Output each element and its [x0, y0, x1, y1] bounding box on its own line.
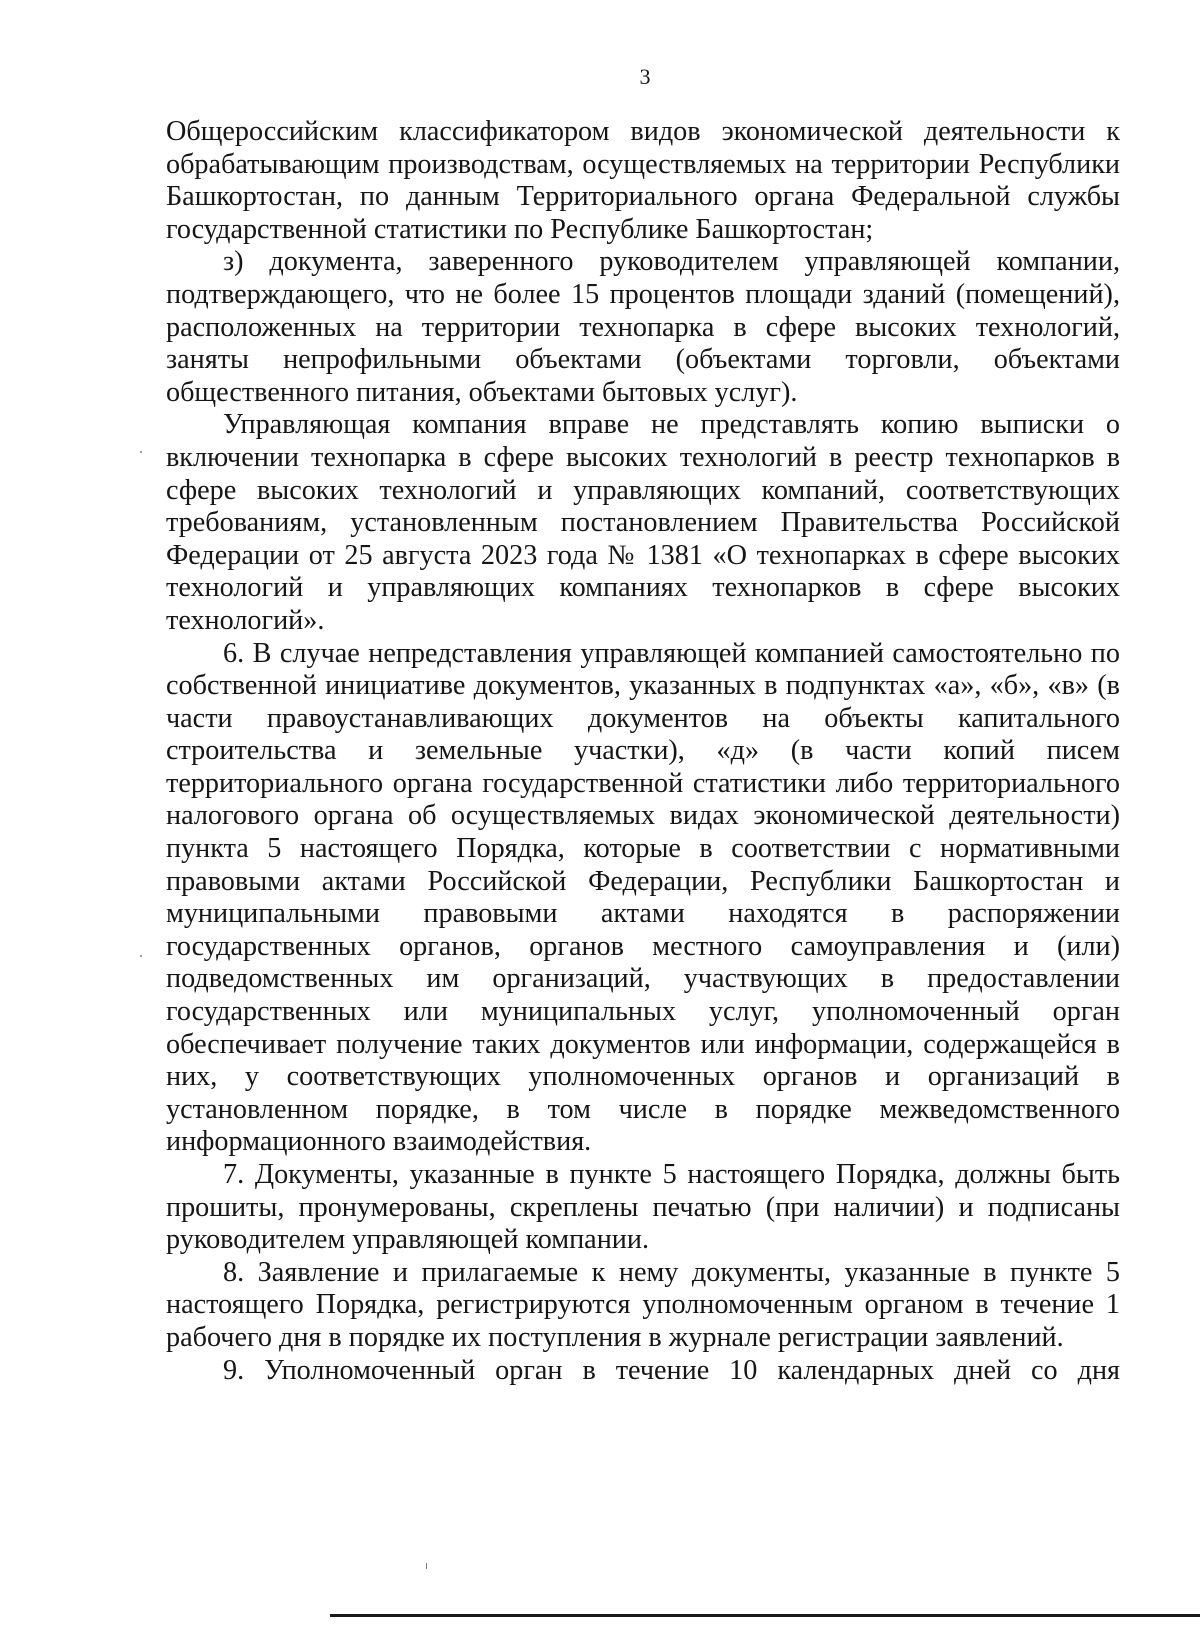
- scan-speck: [426, 1563, 427, 1569]
- paragraph-clause-7: 7. Документы, указанные в пункте 5 настоящего Порядка, должны быть прошиты, пронумерованы, скреплены печатью (при наличии) и подписаны руководителем управляющей компании.: [166, 1159, 1120, 1256]
- paragraph-registry-extract: Управляющая компания вправе не представлять копию выписки о включении технопарка в сфере высоких технологий в реестр технопарков в сфере высоких технологий и управляющих компаний, соответствующих требованиям, установленным постановлением Правительства Российской Федерации от 25 августа 2023 года № 1381 «О технопарках в сфере высоких технологий и управляющих компаниях технопарков в сфере высоких технологий».: [166, 409, 1120, 636]
- paragraph-item-z: з) документа, заверенного руководителем управляющей компании, подтверждающего, что не более 15 процентов площади зданий (помещений), расположенных на территории технопарка в сфере высоких технологий, заняты непрофильными объектами (объектами торговли, объектами общественного питания, объектами бытовых услуг).: [166, 246, 1120, 408]
- paragraph-clause-8: 8. Заявление и прилагаемые к нему документы, указанные в пункте 5 настоящего Порядка, регистрируются уполномоченным органом в течение 1 рабочего дня в порядке их поступления в журнале регистрации заявлений.: [166, 1256, 1120, 1353]
- paragraph-okved-continuation: Общероссийским классификатором видов экономической деятельности к обрабатывающим производствам, осуществляемых на территории Республики Башкортостан, по данным Территориального органа Федеральной службы государственной статистики по Республике Башкортостан;: [166, 116, 1120, 245]
- paragraph-clause-9: 9. Уполномоченный орган в течение 10 календарных дней со дня: [223, 1354, 1120, 1386]
- page-number: 3: [639, 64, 651, 89]
- paragraph-clause-6: 6. В случае непредставления управляющей компанией самостоятельно по собственной инициативе документов, указанных в подпунктах «а», «б», «в» (в части правоустанавливающих документов на объекты капитального строительства и земельные участки), «д» (в части копий писем территориального органа государственной статистики либо территориального налогового органа об осуществляемых видах экономической деятельности) пункта 5 настоящего Порядка, которые в соответствии с нормативными правовыми актами Российской Федерации, Республики Башкортостан и муниципальными правовыми актами находятся в распоряжении государственных органов, органов местного самоуправления и (или) подведомственных им организаций, участвующих в предоставлении государственных или муниципальных услуг, уполномоченный орган обеспечивает получение таких документов или информации, содержащейся в них, у соответствующих уполномоченных органов и организаций в установленном порядке, в том числе в порядке межведомственного информационного взаимодействия.: [166, 637, 1120, 1158]
- bottom-scan-edge-line: [330, 1614, 1200, 1617]
- scan-speck: [140, 955, 142, 957]
- scan-speck: [140, 451, 142, 453]
- document-body: [166, 116, 1120, 1387]
